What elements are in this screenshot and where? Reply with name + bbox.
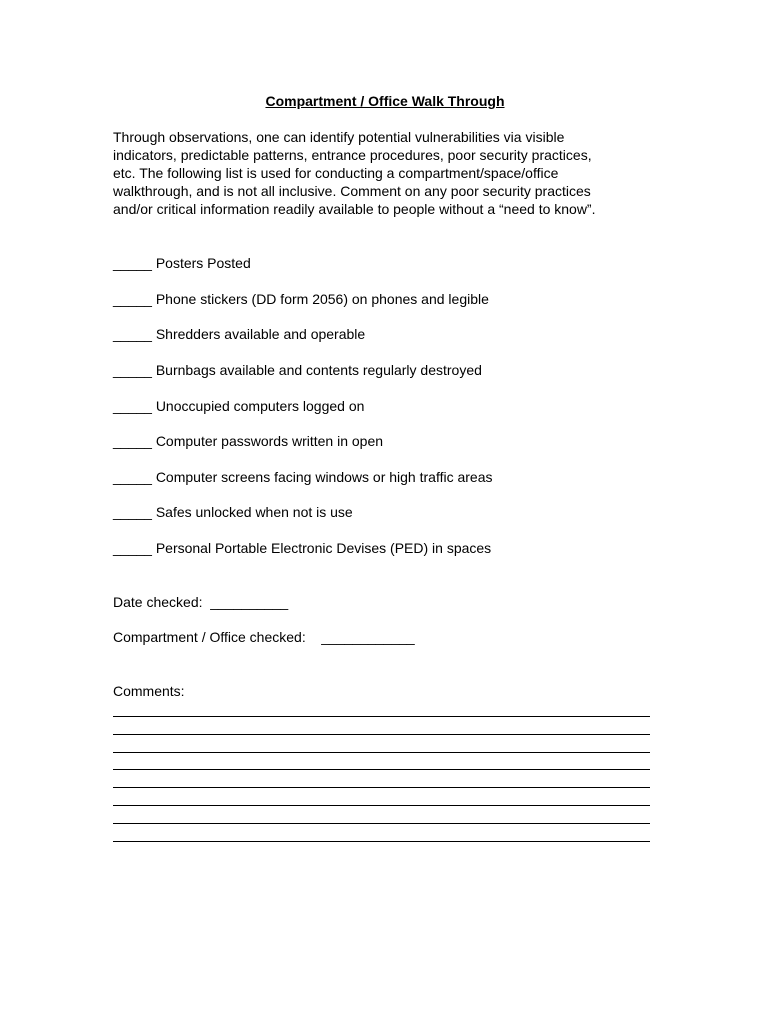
checklist-item-ped: _____ Personal Portable Electronic Devises (PED) in spaces (113, 540, 492, 556)
checklist-item-shredders: _____ Shredders available and operable (113, 326, 366, 342)
comment-line (113, 734, 650, 735)
checklist-item-passwords: _____ Computer passwords written in open (113, 433, 384, 449)
checklist-item-screens: _____ Computer screens facing windows or high traffic areas (113, 469, 493, 485)
comment-line (113, 752, 650, 753)
comment-line (113, 787, 650, 788)
comment-line (113, 716, 650, 717)
comment-line (113, 805, 650, 806)
comment-line (113, 769, 650, 770)
checklist-item-burnbags: _____ Burnbags available and contents regularly destroyed (113, 362, 482, 378)
office-checked-field: Compartment / Office checked: ____________ (113, 629, 415, 645)
checklist-item-phone-stickers: _____ Phone stickers (DD form 2056) on phones and legible (113, 291, 489, 307)
comments-label: Comments: (113, 683, 185, 699)
date-checked-field: Date checked: __________ (113, 594, 289, 610)
document-title: Compartment / Office Walk Through (265, 93, 505, 109)
comment-line (113, 823, 650, 824)
comment-line (113, 841, 650, 842)
intro-paragraph: Through observations, one can identify potential vulnerabilities via visible indicators, predictable patterns, entrance procedures, poor security practices, etc. The following list is used for conducting a compartment/space/office walkthrough, and is not all inclusive. Comment on any poor security practices and/or critical information readily available to people without a “need to know”. (113, 129, 596, 217)
checklist-item-safes: _____ Safes unlocked when not is use (113, 504, 353, 520)
checklist-item-posters: _____ Posters Posted (113, 255, 251, 271)
checklist-item-unoccupied-computers: _____ Unoccupied computers logged on (113, 398, 365, 414)
